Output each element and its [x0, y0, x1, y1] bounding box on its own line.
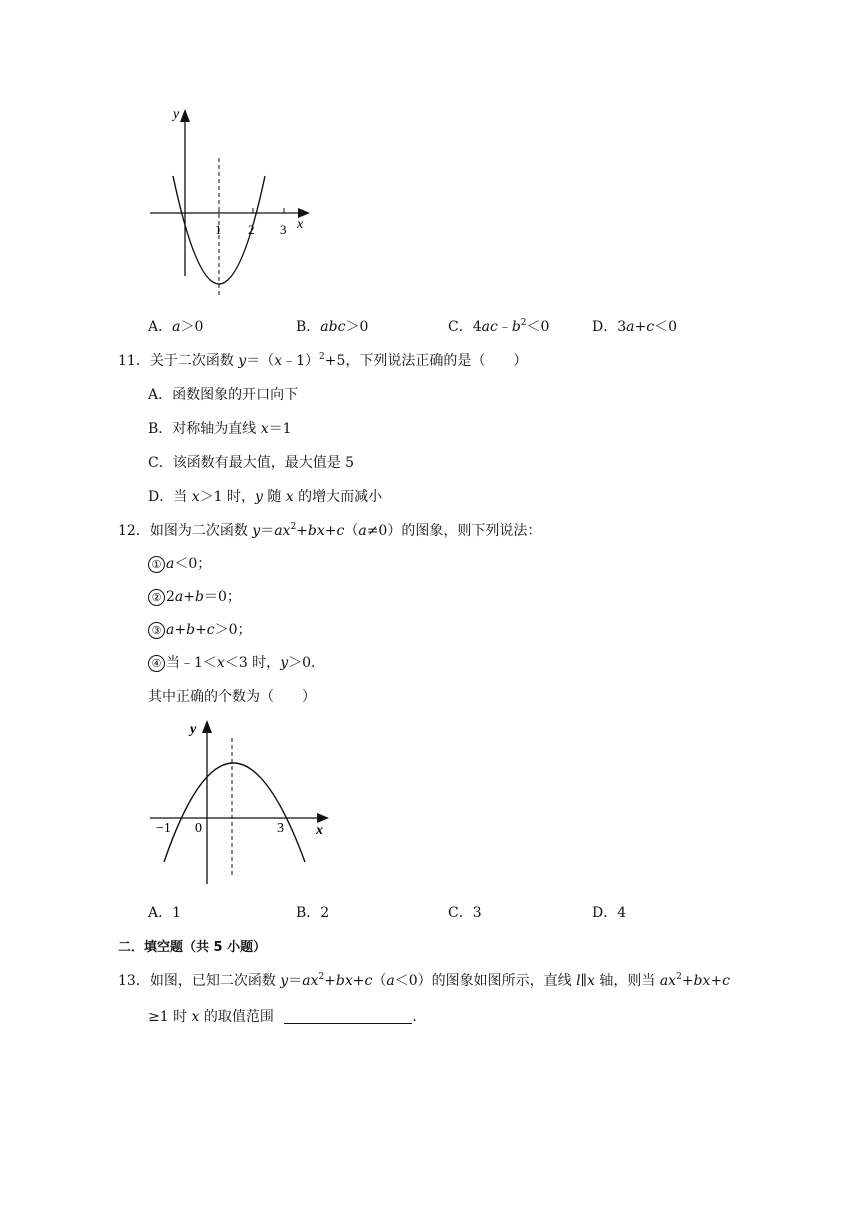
q12-option-b[interactable]: B．2 — [296, 905, 330, 921]
tick-label-3: 3 — [280, 222, 287, 237]
q11-stem: 11．关于二次函数 y＝（x﹣1）$^2$+5，下列说法正确的是（ ） — [118, 352, 528, 369]
parabola-curve — [164, 763, 305, 862]
q10-option-d[interactable]: D．3a+c＜0 — [592, 319, 678, 335]
y-axis-arrow — [180, 109, 190, 122]
label-three: 3 — [277, 821, 284, 836]
q11-option-d[interactable]: D．当 x＞1 时，y 随 x 的增大而减小 — [148, 489, 383, 505]
q12-option-c[interactable]: C．3 — [448, 905, 482, 921]
q10-option-a[interactable]: A．a＞0 — [148, 319, 204, 335]
y-axis-label: y — [190, 722, 197, 737]
q10-parabola-graph — [140, 100, 320, 300]
q11-option-c[interactable]: C．该函数有最大值，最大值是 5 — [148, 455, 355, 471]
section-fill-in-title: 二．填空题（共 5 小题） — [118, 940, 267, 955]
q10-option-c[interactable]: C．$4ac﹣b^2<0$ — [448, 318, 550, 335]
q13-stem-line-1: 13．如图，已知二次函数 $y=ax^2+bx+c(a<0)$的图象如图所示，直线 l∥x 轴，则当 $ax^2+bx+c$ — [118, 972, 730, 989]
y-axis-arrow — [202, 720, 212, 733]
q12-statement-1: ① a＜0； — [148, 553, 211, 573]
q11-option-b[interactable]: B．对称轴为直线 x＝1 — [148, 421, 292, 437]
q12-option-a[interactable]: A．1 — [148, 905, 182, 921]
x-axis-arrow — [317, 813, 329, 823]
q12-stem: 12．如图为二次函数 $y=ax^2+bx+c(a\ne 0)$的图象，则下列说法： — [118, 522, 542, 539]
q12-statement-4: ④ 当﹣1＜x＜3 时，y＞0． — [148, 652, 325, 672]
q12-statement-3: ③ a+b+c＞0； — [148, 619, 252, 639]
x-axis-label: x — [297, 217, 304, 232]
q12-count-question: 其中正确的个数为（ ） — [148, 689, 316, 705]
q13-stem-line-2: ≥1 时 x 的取值范围 ． — [148, 1009, 427, 1025]
q12-option-d[interactable]: D．4 — [592, 905, 627, 921]
label-zero: 0 — [195, 821, 202, 836]
q12-statement-2: ② 2a+b＝0； — [148, 586, 241, 606]
tick-label-2: 2 — [248, 222, 255, 237]
tick-label-1: 1 — [215, 222, 222, 237]
q10-option-b[interactable]: B．abc＞0 — [296, 319, 369, 335]
q11-option-a[interactable]: A．函数图象的开口向下 — [148, 387, 299, 403]
q13-answer-blank[interactable] — [284, 1009, 412, 1024]
x-axis-label: x — [316, 823, 323, 838]
q12-parabola-graph — [140, 712, 340, 890]
y-axis-label: y — [173, 107, 180, 122]
label-neg-one: −1 — [156, 821, 171, 836]
